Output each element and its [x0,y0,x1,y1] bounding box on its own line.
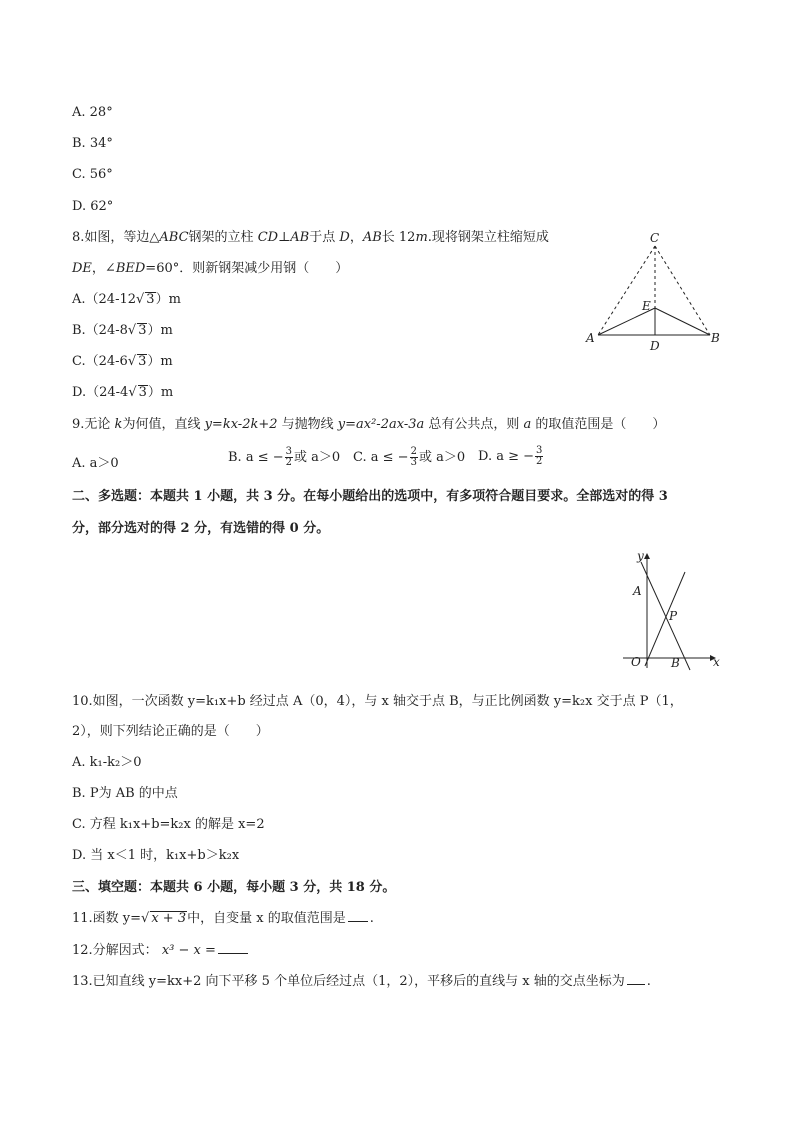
line-eb [655,308,710,335]
q9-option-b: B. a ≤ − $\frac{3}{2}$ 或 a＞0 [228,446,341,468]
q10-option-d: D. 当 x＜1 时，k₁x+b＞k₂x [72,848,240,863]
q7-option-a: A. 28° [72,105,113,120]
label-b: B [671,656,680,670]
q10-stem-line2: 2），则下列结论正确的是（ ） [72,724,269,739]
q9-option-a: A. a＞0 [72,456,119,471]
q8-triangle-figure [580,228,730,358]
label-c: C [650,231,660,245]
q10-stem-line1: 10.如图，一次函数 y=k₁x+b 经过点 A（0，4），与 x 轴交于点 B，与正比例函数 y=k₂x 交于点 P（1， [72,694,683,709]
label-x: x [713,655,720,669]
q8-stem-line1: 8.如图，等边△ABC钢架的立柱 CD⊥AB于点 D，AB长 12m.现将钢架立柱缩短成 [72,230,549,245]
q8-option-a: A.（24-12√ 3）m [72,292,181,307]
q8-stem-line2: DE，∠BED=60°．则新钢架减少用钢（ ） [72,261,349,276]
section2-heading-line2: 分，部分选对的得 2 分，有选错的得 0 分。 [72,521,330,536]
label-o: O [631,655,641,669]
q13-answer-blank [627,972,645,985]
q7-option-b: B. 34° [72,136,113,151]
q9-option-d: D. a ≥ − $\frac{3}{2}$ [478,445,543,467]
q12-answer-blank [218,941,248,954]
q13: 13.已知直线 y=kx+2 向下平移 5 个单位后经过点（1，2），平移后的直线与 x 轴的交点坐标为 . [72,974,651,989]
q7-option-d: D. 62° [72,199,114,214]
q11-answer-blank [348,909,368,922]
section3-heading: 三、填空题：本题共 6 小题，每小题 3 分，共 18 分。 [72,880,396,895]
q8-option-b: B.（24-8√ 3）m [72,323,173,338]
q9-stem: 9.无论 k为何值，直线 y=kx-2k+2 与抛物线 y=ax²-2ax-3a 总有公共点，则 a 的取值范围是（ ） [72,417,666,432]
q10-option-c: C. 方程 k₁x+b=k₂x 的解是 x=2 [72,817,265,832]
label-y: y [637,549,644,563]
q8-option-c: C.（24-6√ 3）m [72,354,173,369]
section2-heading-line1: 二、多选题：本题共 1 小题，共 3 分。在每小题给出的选项中，有多项符合题目要求。全部选对的得 3 [72,489,668,504]
line-k2 [645,572,685,666]
q8-option-d: D.（24-4√ 3）m [72,385,174,400]
q9-option-c: C. a ≤ − $\frac{2}{3}$ 或 a＞0 [353,446,466,468]
q10-option-b: B. P为 AB 的中点 [72,786,178,801]
label-a: A [586,331,595,345]
label-b: B [711,331,720,345]
q10-graph-figure [615,548,725,673]
label-a: A [633,584,642,598]
q12: 12.分解因式： x³ − x = [72,941,250,960]
label-e: E [642,299,651,313]
label-d: D [650,339,660,353]
q7-option-c: C. 56° [72,167,113,182]
q10-option-a: A. k₁-k₂＞0 [72,755,142,770]
label-p: P [669,609,678,623]
q11: 11.函数 y=√ x + 3中，自变量 x 的取值范围是 . [72,911,374,926]
